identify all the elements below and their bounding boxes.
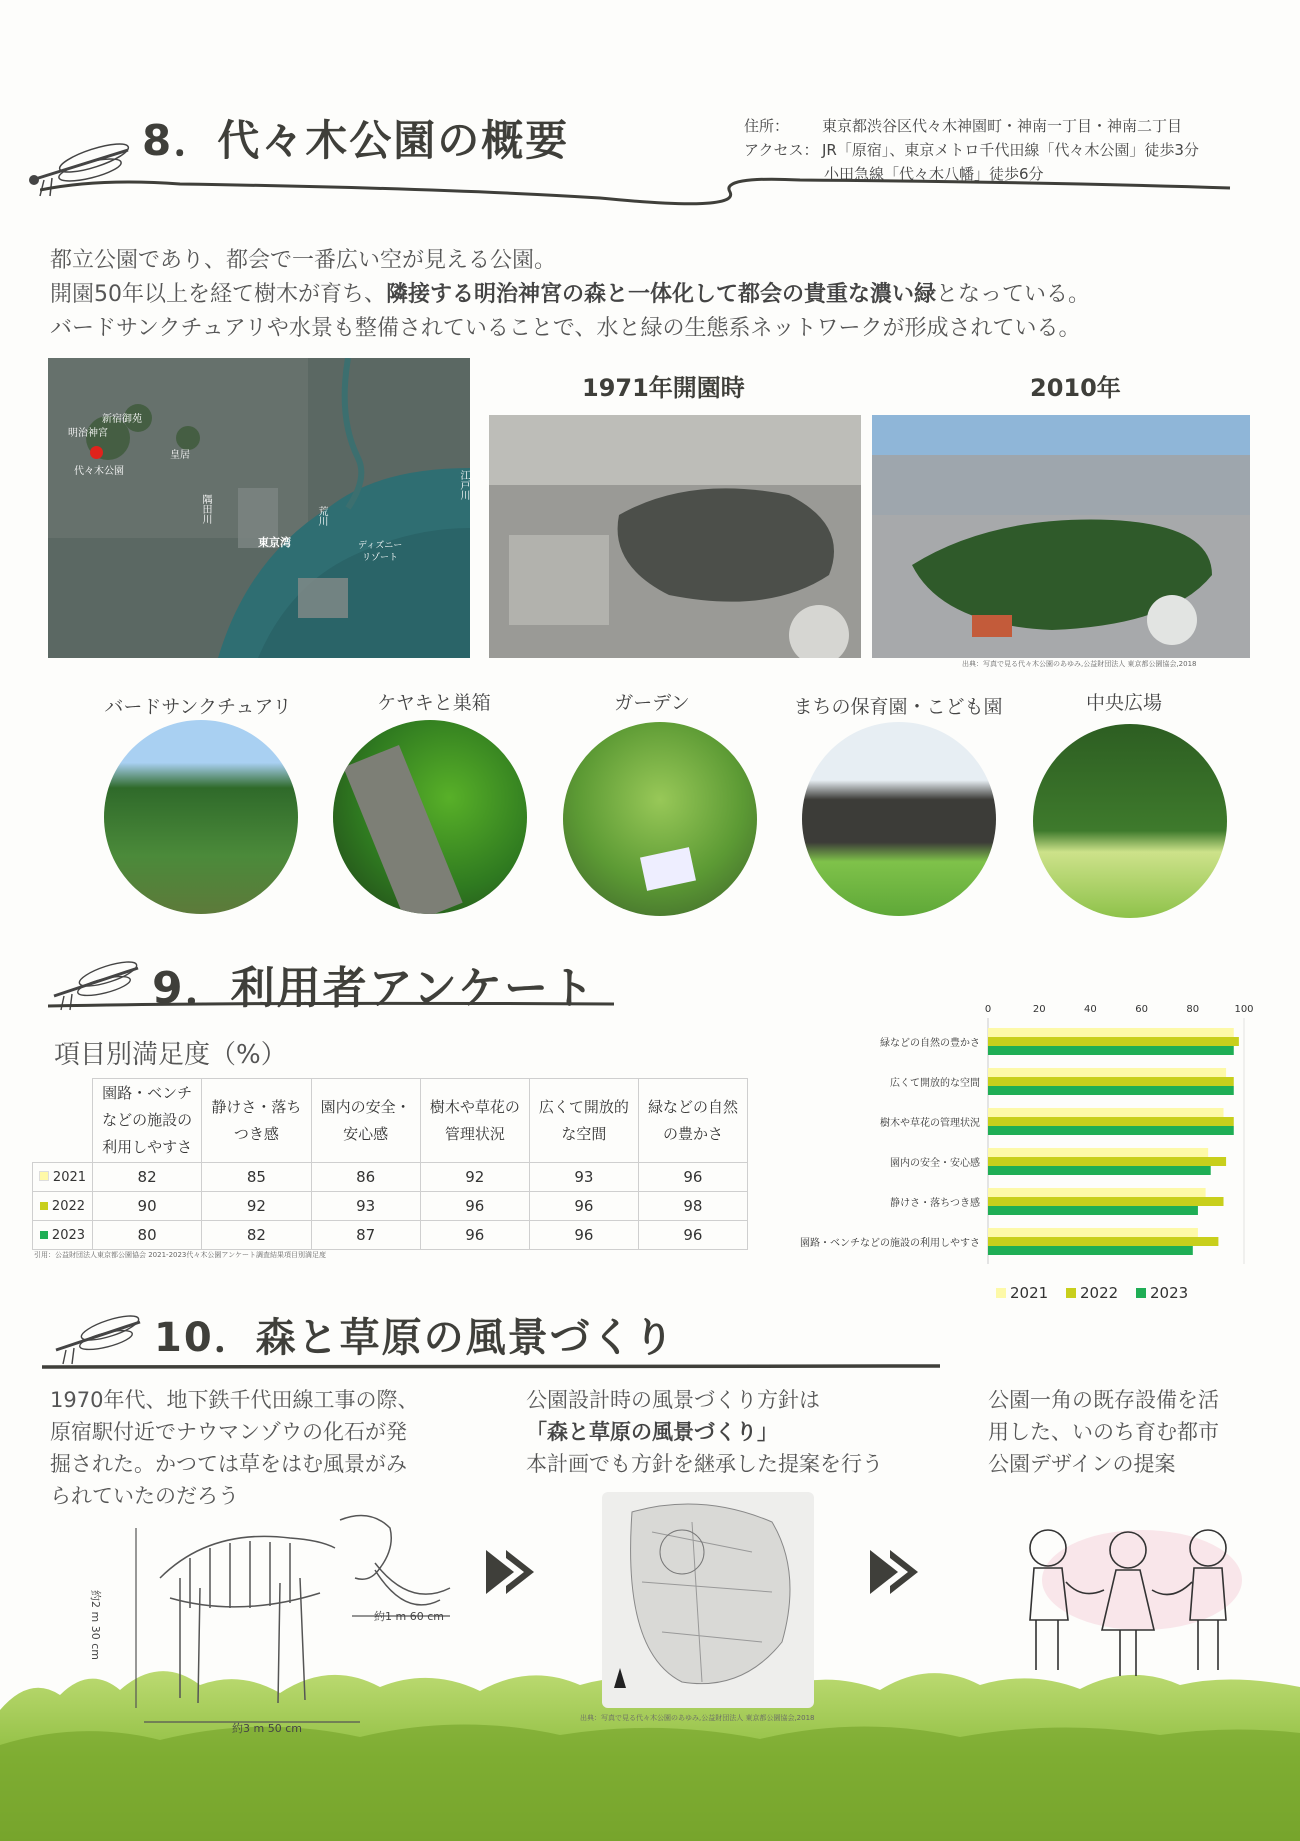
table-source: 引用：公益財団法人東京都公園協会 2021-2023代々木公園アンケート調査結果項目別満足度 xyxy=(34,1251,326,1259)
dragonfly-icon xyxy=(50,1310,146,1370)
legend-swatch-2023 xyxy=(1136,1288,1146,1298)
intro-line2-c: となっている。 xyxy=(936,282,1091,307)
address-block xyxy=(744,114,1264,186)
category-label: 広くて開放的な空間 xyxy=(890,1078,980,1089)
children-illustration xyxy=(1012,1520,1246,1700)
map-label-tokyo-wan: 東京湾 xyxy=(258,536,291,549)
section9-title: 9．利用者アンケート xyxy=(152,963,596,1014)
legend-label-2022: 2022 xyxy=(1080,1284,1119,1302)
photo2010-title: 2010年 xyxy=(1030,374,1121,402)
bar-2022 xyxy=(988,1117,1234,1126)
circle-photo-central-plaza xyxy=(1033,724,1227,918)
bar-2023 xyxy=(988,1166,1211,1175)
section8-title: 8．代々木公園の概要 xyxy=(142,116,570,165)
bar-2022 xyxy=(988,1037,1239,1046)
section9-underline xyxy=(48,998,614,1012)
legend-swatch-2021 xyxy=(996,1288,1006,1298)
col2-line3: 本計画でも方針を継承した提案を行う xyxy=(526,1452,883,1476)
table-row: 2023 80 82 87 96 96 96 xyxy=(33,1221,748,1250)
bar-2023 xyxy=(988,1086,1234,1095)
bar-2022 xyxy=(988,1197,1224,1206)
map-label-meiji-jingu: 明治神宮 xyxy=(68,428,108,439)
col2-text xyxy=(526,1384,946,1480)
intro-text xyxy=(50,244,1280,346)
intro-line2-b: 隣接する明治神宮の森と一体化して都会の貴重な濃い緑 xyxy=(386,282,937,307)
map-marker-icon xyxy=(90,446,103,459)
double-arrow-icon xyxy=(868,1546,932,1598)
bar-2022 xyxy=(988,1157,1226,1166)
bar-2021 xyxy=(988,1188,1206,1197)
satisfaction-table xyxy=(32,1078,748,1250)
circle-caption-3: ガーデン xyxy=(614,692,690,714)
bar-2023 xyxy=(988,1246,1193,1255)
x-tick-label: 40 xyxy=(1084,1004,1097,1015)
header-cell: 樹木や草花の 管理状況 xyxy=(420,1079,529,1163)
bar-2023 xyxy=(988,1046,1234,1055)
access-line1: JR「原宿」、東京メトロ千代田線「代々木公園」徒歩3分 xyxy=(822,141,1199,159)
x-tick-label: 20 xyxy=(1032,1004,1046,1015)
bar-2021 xyxy=(988,1068,1226,1077)
bar-2021 xyxy=(988,1228,1198,1237)
dim-height: 約2 m 30 cm xyxy=(89,1590,102,1660)
category-label: 園内の安全・安心感 xyxy=(890,1158,980,1169)
circle-caption-1: バードサンクチュアリ xyxy=(104,696,292,718)
circle-photo-bird-sanctuary xyxy=(104,720,298,914)
col1-text: 1970年代、地下鉄千代田線工事の際、 原宿駅付近でナウマンゾウの化石が発 掘された。かつては草をはむ風景がみ られていたのだろう xyxy=(50,1388,419,1508)
address-label: 住所： xyxy=(744,117,790,135)
access-label: アクセス： xyxy=(744,141,819,159)
circle-photo-nursery xyxy=(802,722,996,916)
legend-swatch xyxy=(39,1171,49,1181)
circle-photo-garden xyxy=(563,722,757,916)
legend-swatch xyxy=(40,1231,48,1239)
map-label-arakawa: 荒川 xyxy=(316,506,327,526)
section10-underline xyxy=(42,1362,940,1372)
intro-line1: 都立公園であり、都会で一番広い空が見える公園。 xyxy=(50,248,557,273)
circle-caption-4: まちの保育園・こども園 xyxy=(793,696,1003,718)
dim-tusk: 約1 m 60 cm xyxy=(374,1610,444,1623)
legend-swatch-2022 xyxy=(1066,1288,1076,1298)
photo-source: 出典：写真で見る代々木公園のあゆみ,公益財団法人 東京都公園協会,2018 xyxy=(962,660,1197,668)
bar-2023 xyxy=(988,1206,1198,1215)
circle-photo-keyaki xyxy=(333,720,527,914)
photo-2010 xyxy=(872,415,1250,658)
photo-1971 xyxy=(489,415,861,658)
access-line2: 小田急線「代々木八幡」徒歩6分 xyxy=(824,165,1044,183)
dim-length: 約3 m 50 cm xyxy=(232,1722,302,1735)
plan-source: 出典：写真で見る代々木公園のあゆみ,公益財団法人 東京都公園協会,2018 xyxy=(580,1714,815,1722)
satisfaction-bar-chart xyxy=(780,998,1280,1316)
category-label: 緑などの自然の豊かさ xyxy=(880,1038,980,1049)
map-label-kokyo: 皇居 xyxy=(170,450,190,461)
bar-2021 xyxy=(988,1148,1208,1157)
legend-label-2023: 2023 xyxy=(1150,1284,1189,1302)
bar-2022 xyxy=(988,1077,1234,1086)
map-label-disney-1: ディズニー xyxy=(358,541,403,551)
x-tick-label: 60 xyxy=(1135,1004,1148,1015)
col3-text: 公園一角の既存設備を活 用した、いのち育む都市 公園デザインの提案 xyxy=(988,1388,1219,1476)
map-label-shinjuku-gyoen: 新宿御苑 xyxy=(102,414,142,425)
category-label: 静けさ・落ちつき感 xyxy=(890,1198,980,1209)
header-cell: 広くて開放的 な空間 xyxy=(529,1079,638,1163)
header-cell: 緑などの自然 の豊かさ xyxy=(638,1079,747,1163)
bar-2022 xyxy=(988,1237,1218,1246)
map-label-yoyogi-koen: 代々木公園 xyxy=(74,466,124,477)
x-tick-label: 0 xyxy=(984,1004,992,1015)
legend-swatch xyxy=(40,1202,48,1210)
table-title: 項目別満足度（%） xyxy=(54,1040,287,1070)
satellite-map xyxy=(48,358,470,658)
map-label-edogawa: 江戸川 xyxy=(458,470,469,500)
header-cell: 園内の安全・ 安心感 xyxy=(311,1079,420,1163)
intro-line2-a: 開園50年以上を経て樹木が育ち、 xyxy=(50,282,386,307)
header-cell: 園路・ベンチ などの施設の 利用しやすさ xyxy=(92,1079,201,1163)
header-cell: 静けさ・落ち つき感 xyxy=(202,1079,311,1163)
table-header-row xyxy=(33,1079,748,1163)
table-row: 2022 90 92 93 96 96 98 xyxy=(33,1192,748,1221)
col2-line2: 「森と草原の風景づくり」 xyxy=(526,1420,778,1444)
intro-line3: バードサンクチュアリや水景も整備されていることで、水と緑の生態系ネットワークが形成されている。 xyxy=(50,316,1081,341)
category-label: 園路・ベンチなどの施設の利用しやすさ xyxy=(800,1238,980,1249)
section10-title: 10．森と草原の風景づくり xyxy=(154,1315,676,1361)
bar-2021 xyxy=(988,1108,1224,1117)
circle-caption-5: 中央広場 xyxy=(1085,692,1162,714)
bar-2023 xyxy=(988,1126,1234,1135)
x-tick-label: 100 xyxy=(1234,1004,1254,1015)
category-label: 樹木や草花の管理状況 xyxy=(880,1118,980,1129)
map-label-disney-2: リゾート xyxy=(362,553,399,563)
x-tick-label: 80 xyxy=(1186,1004,1200,1015)
park-plan-map xyxy=(602,1492,814,1708)
table-row: 2021 82 85 86 92 93 96 xyxy=(33,1163,748,1192)
photo1971-title: 1971年開園時 xyxy=(582,374,745,402)
col2-line1: 公園設計時の風景づくり方針は xyxy=(526,1388,820,1412)
circle-caption-2: ケヤキと巣箱 xyxy=(377,692,491,714)
address-value: 東京都渋谷区代々木神園町・神南一丁目・神南二丁目 xyxy=(822,117,1183,135)
legend-label-2021: 2021 xyxy=(1010,1284,1049,1302)
bar-2021 xyxy=(988,1028,1234,1037)
double-arrow-icon xyxy=(484,1546,548,1598)
map-label-sumidagawa: 隅田川 xyxy=(200,494,211,524)
